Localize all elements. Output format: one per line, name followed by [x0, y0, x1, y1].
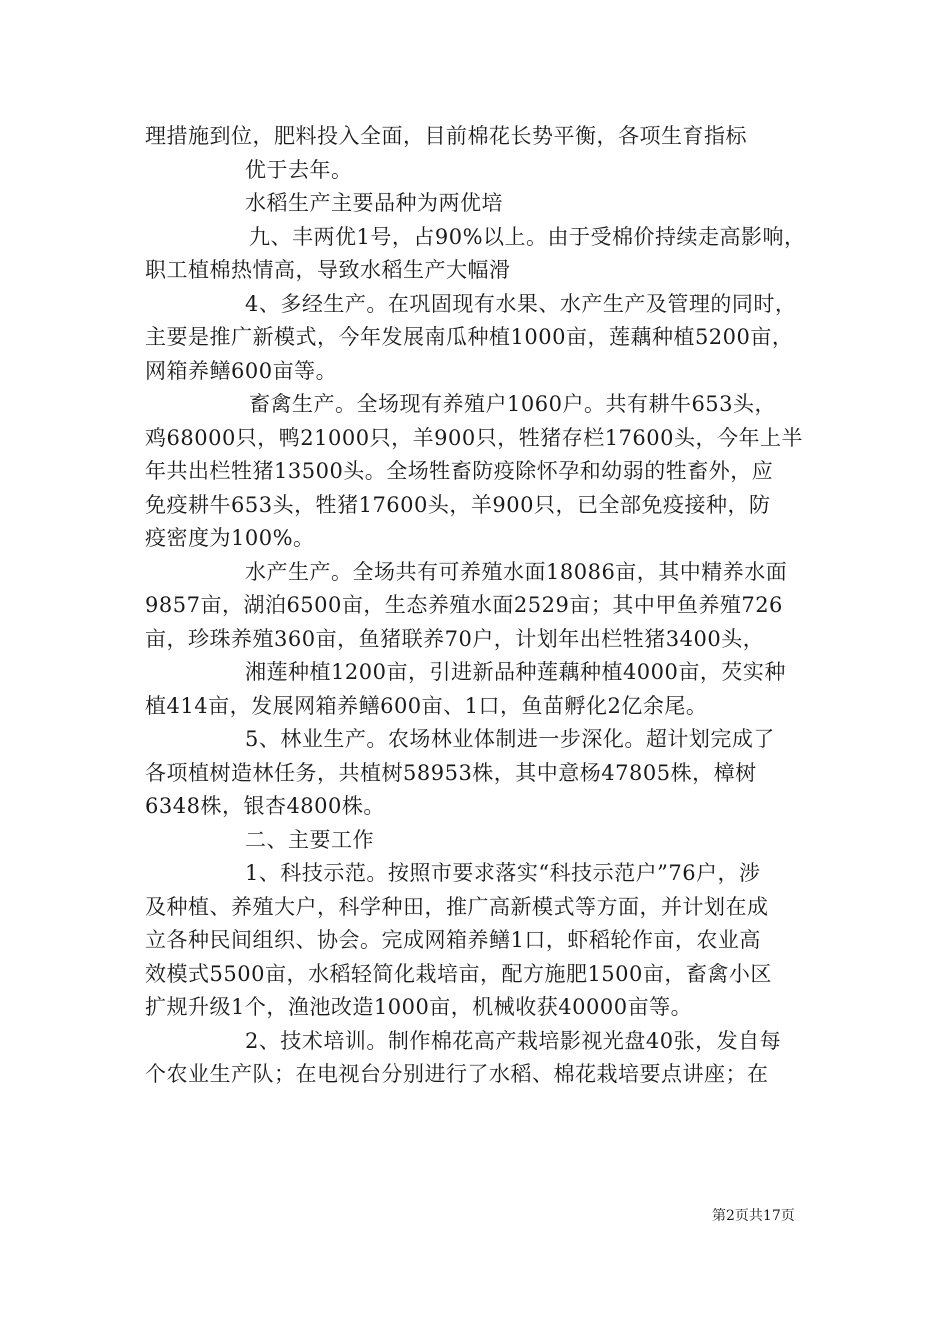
text-line: 鸡68000只，鸭21000只，羊900只，牲猪存栏17600头，今年上半: [145, 425, 803, 450]
document-body: [145, 120, 810, 1092]
text-line: 及种植、养殖大户，科学种田，推广高新模式等方面，并计划在成: [145, 894, 769, 919]
text-line: 1、科技示范。按照市要求落实“科技示范户”76户，涉: [245, 861, 761, 885]
text-line: 立各种民间组织、协会。完成网箱养鳝1口，虾稻轮作亩，农业高: [145, 928, 761, 952]
text-line: 2、技术培训。制作棉花高产栽培影视光盘40张，发自每: [245, 1028, 782, 1053]
text-line: 5、林业生产。农场林业体制进一步深化。超计划完成了: [245, 727, 775, 751]
text-line: 各项植树造林任务，共植树58953株，其中意杨47805株，樟树: [145, 760, 757, 785]
section-heading: 二、主要工作: [245, 827, 374, 852]
text-line: 网箱养鳝600亩等。: [145, 358, 338, 383]
text-line: 职工植棉热情高，导致水稻生产大幅滑: [145, 258, 511, 282]
text-line: 水产生产。全场共有可养殖水面18086亩，其中精养水面: [245, 559, 788, 584]
text-line: 植414亩，发展网箱养鳝600亩、1口，鱼苗孵化2亿余尾。: [145, 693, 708, 718]
page-number: 第2页共17页: [712, 1208, 795, 1224]
text-line: 理措施到位，肥料投入全面，目前棉花长势平衡，各项生育指标: [145, 124, 747, 148]
text-line: 湘莲种植1200亩，引进新品种莲藕种植4000亩，芡实种: [245, 660, 786, 684]
text-line: 效模式5500亩，水稻轻简化栽培亩，配方施肥1500亩，畜禽小区: [145, 961, 772, 986]
text-line: 主要是推广新模式，今年发展南瓜种植1000亩，莲藕种植5200亩，: [145, 325, 794, 349]
text-line: 水稻生产主要品种为两优培: [245, 191, 503, 215]
text-line: 4、多经生产。在巩固现有水果、水产生产及管理的同时，: [245, 291, 797, 316]
text-line: 畜禽生产。全场现有养殖户1060户。共有耕牛653头，: [249, 392, 777, 416]
text-line: 6348株，银杏4800株。: [145, 794, 385, 818]
text-line: 疫密度为100%。: [145, 526, 315, 550]
text-line: 年共出栏牲猪13500头。全场牲畜防疫除怀孕和幼弱的牲畜外，应: [145, 459, 774, 483]
text-line: 扩规升级1个，渔池改造1000亩，机械收获40000亩等。: [145, 995, 693, 1019]
text-line: 亩，珍珠养殖360亩，鱼猪联养70户，计划年出栏牲猪3400头，: [145, 626, 765, 651]
text-line: 个农业生产队；在电视台分别进行了水稻、棉花栽培要点讲座；在: [145, 1062, 769, 1086]
text-line: 9857亩，湖泊6500亩，生态养殖水面2529亩；其中甲鱼养殖726: [145, 593, 783, 617]
text-line: 免疫耕牛653头，牲猪17600头，羊900只，已全部免疫接种，防: [145, 492, 771, 517]
text-line: 优于去年。: [245, 157, 353, 182]
text-line: 九、丰两优1号，占90%以上。由于受棉价持续走高影响，: [249, 224, 806, 249]
